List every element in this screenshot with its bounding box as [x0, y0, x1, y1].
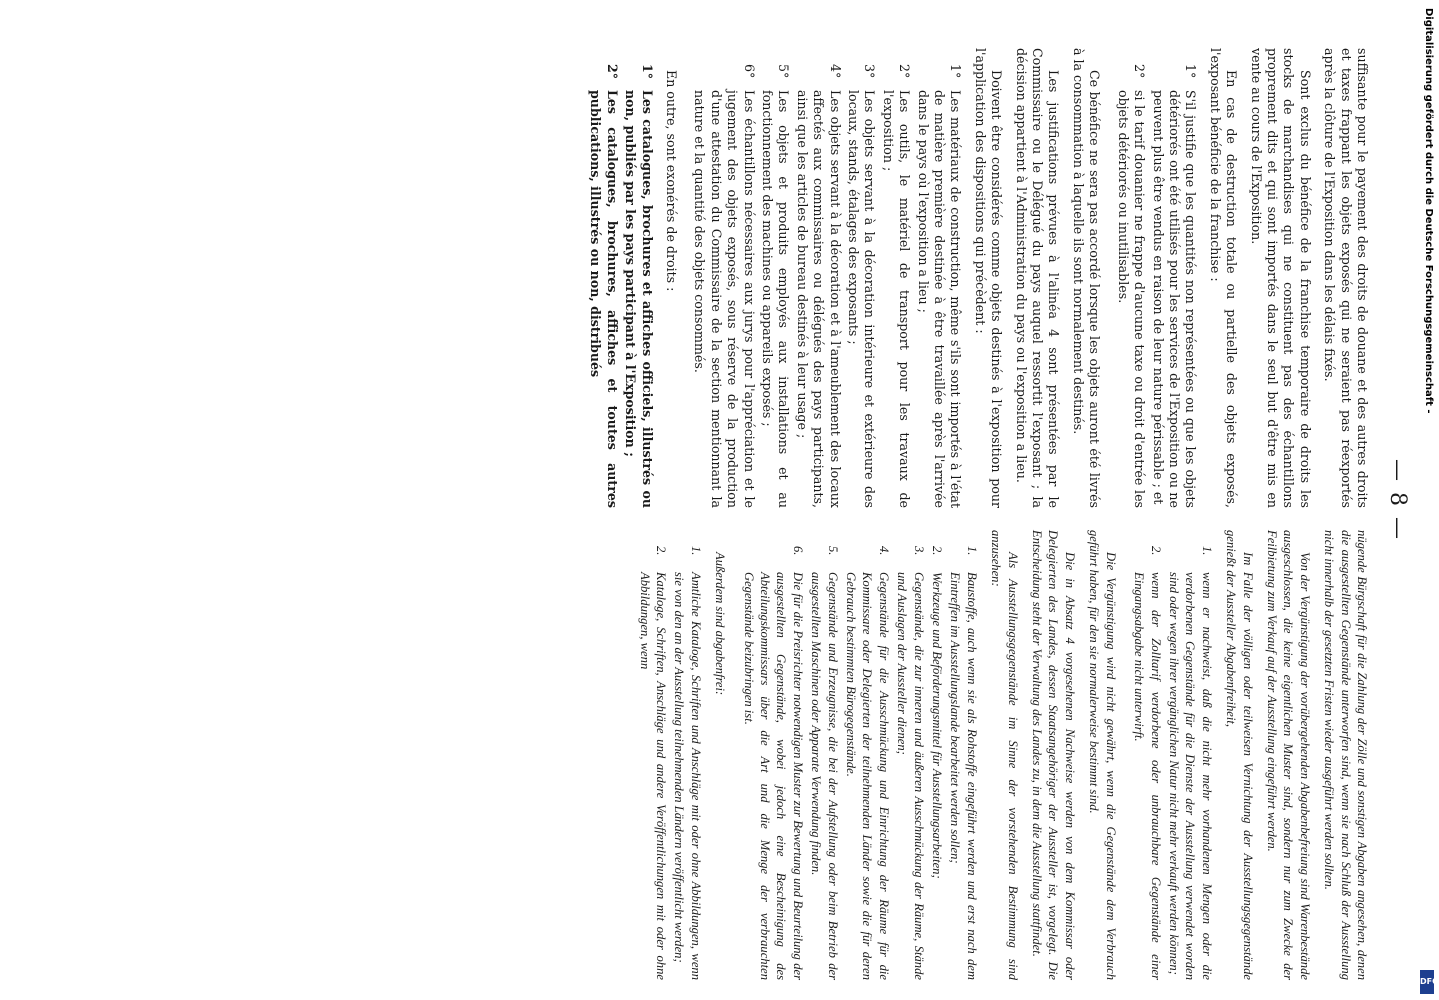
paragraph: nügende Bürgschaft für die Zahlung der Zölle und sonstigen Abgaben angesehen, denen die ausgestellten Gegenstände unterworfen sind, wenn sie nach Schluß der Ausstellung nicht innerhalb der gesetzten Fristen wieder ausgeführt werden sollten. — [1322, 530, 1369, 980]
list-text: Die für die Preisrichter notwendigen Muster zur Bewertung und Beurteilung der ausgestellten Gegenstände, wobei jedoch eine Bescheinigung des Abteilungskommissars über die Art und die Menge der verbrauchten Gegenstände beizubringen ist. — [741, 572, 805, 980]
list-item — [1114, 48, 1147, 508]
list-text: Amtliche Kataloge, Schriften und Anschläge mit oder ohne Abbildungen, wenn sie von den an der Ausstellung teilnehmenden Ländern veröffentlicht werden; — [672, 572, 703, 980]
paragraph: En cas de destruction totale ou partielle des objets exposés, l'exposant bénéficie de la franchise : — [1207, 48, 1240, 508]
list-text: Gegenstände für die Ausschmückung und Einrichtung der Räume für die Kommissare oder Delegierten der teilnehmenden Länder sowie die für deren Gebrauch bestimmten Bürogegenstände. — [844, 572, 891, 980]
list-number: 4. — [876, 546, 891, 556]
list-text: Baustoffe, auch wenn sie als Rohstoffe eingeführt werden und erst nach dem Eintreffen im Ausstellungslande bearbeitet werden sollen; — [948, 572, 979, 980]
list-item — [843, 530, 892, 980]
list-text: Les objets servant à la décoration intérieure et extérieure des locaux, stands, étalages des exposants ; — [846, 90, 878, 508]
french-column — [40, 48, 1370, 508]
list-item — [793, 48, 842, 508]
credit-text: Digitalisierung gefördert durch die Deutsche Forschungsgemeinschaft - — [1423, 8, 1434, 414]
list-text: wenn er nachweist, daß die nicht mehr vorhandenen Mengen oder die verdorbenen Gegenstände für die Dienste der Ausstellung verwendet worden sind oder wegen ihrer vergänglichen Natur nicht mehr verkauft werden können; — [1166, 572, 1214, 980]
list-number: 5° — [776, 64, 792, 79]
list-text: Les catalogues, brochures, affiches et toutes autres publications, illustrés ou non, distribués — [588, 90, 620, 508]
list-number: 2° — [1132, 64, 1148, 79]
paragraph: Von der Vergünstigung der vorübergehenden Abgabenbefreiung sind Warenbestände ausgeschlossen, die keine eigentlichen Muster sind, sondern nur zum Zwecke der Feilbietung zum Verkauf auf der Ausstellung eingeführt werden. — [1264, 530, 1312, 980]
list-item — [894, 530, 927, 980]
paragraph: Sont exclus du bénéfice de la franchise temporaire de droits les stocks de marchandises qui ne constituent pas des échantillons proprement dits et qui sont importés dans le seul but d'être mis en vente au cours de l'Exposition. — [1248, 48, 1313, 508]
list-item — [759, 48, 792, 508]
page-number: — 8 — — [1385, 459, 1410, 541]
list-number: 5. — [825, 546, 840, 556]
list-text: wenn der Zolltarif verdorbene oder unbrauchbare Gegenstände einer Eingangsabgabe nicht unterwirft. — [1132, 572, 1163, 980]
list-item — [879, 48, 912, 508]
list-number: 2° — [897, 64, 913, 79]
list-number: 2. — [653, 546, 668, 556]
list-number: 1. — [964, 546, 979, 556]
paragraph: Doivent être considérés comme objets destinés à l'exposition pour l'application des dispositions qui précèdent : — [972, 48, 1005, 508]
paragraph: Les justifications prévues à l'alinéa 4 sont présentées par le Commissaire ou le Délégué du pays auquel ressortit l'exposant ; la décision appartient à l'Administration du pays ou l'exposition a lieu. — [1013, 48, 1062, 508]
list-item — [808, 530, 841, 980]
list-item — [636, 530, 669, 980]
list-text: Werkzeuge und Beförderungsmittel für Ausstellungsarbeiten; — [930, 572, 945, 879]
list-number: 2. — [930, 546, 945, 556]
list-text: Les objets et produits employés aux installations et au fonctionnement des machines ou appareils exposés ; — [760, 90, 792, 508]
paragraph: Ce bénéfice ne sera pas accordé lorsque les objets auront été livrés à la consommation à laquelle ils sont normalement destinés. — [1070, 48, 1103, 508]
list-text: Les catalogues, brochures et affiches officiels, illustrés ou non, publiés par les pays participant à l'Exposition ; — [623, 90, 655, 508]
list-number: 3° — [862, 64, 878, 79]
list-text: Les matériaux de construction, même s'ils sont importés à l'état de matière première destinée à être travaillée après l'arrivée dans le pays où l'exposition a lieu ; — [915, 90, 964, 508]
list-item — [947, 530, 980, 980]
list-item — [587, 48, 620, 508]
list-number: 6° — [741, 64, 757, 79]
list-item — [740, 530, 806, 980]
digitization-credit — [1420, 0, 1439, 1000]
paragraph: Die Vergünstigung wird nicht gewährt, wenn die Gegenstände dem Verbrauch geführt haben, für den sie normalerweise bestimmt sind. — [1087, 530, 1118, 980]
list-item — [1131, 530, 1164, 980]
list-item — [1149, 48, 1198, 508]
list-text: Les échantillons nécessaires aux jurys pour l'appréciation et le jugement des objets exposés, sous réserve de la production d'une attestation du Commissaire de la section mentionnant la nature et la quantité des objets consommés. — [692, 90, 757, 508]
list-text: Gegenstände und Erzeugnisse, die bei der Aufstellung oder beim Betrieb der ausgestellten Maschinen oder Apparate Verwendung finden. — [809, 572, 840, 980]
list-number: 1° — [948, 64, 964, 79]
dfg-logo: DFG — [1420, 970, 1434, 994]
german-column — [40, 530, 1370, 980]
list-number: 1° — [1183, 64, 1199, 79]
list-number: 1. — [1199, 546, 1214, 556]
list-item — [929, 530, 945, 980]
list-number: 1° — [639, 64, 655, 80]
list-number: 4° — [827, 64, 843, 79]
paragraph: Im Falle der völligen oder teilweisen Vernichtung der Ausstellungsgegenstände genießt der Aussteller Abgabenfreiheit, — [1224, 530, 1255, 980]
paragraph: Die in Absatz 4 vorgesehenen Nachweise werden von dem Kommissar oder Delegierten des Landes, dessen Staatsangehöriger der Aussteller ist, vorgelegt. Die Entscheidung steht der Verwaltung des Landes zu, in dem die Ausstellung stattfindet. — [1030, 530, 1077, 980]
list-item — [622, 48, 655, 508]
list-number: 2. — [1148, 546, 1163, 556]
list-text: Les outils, le matériel de transport pour les travaux de l'exposition ; — [880, 90, 913, 508]
list-text: Kataloge, Schriften, Anschläge und andere Veröffentlichungen mit oder ohne Abbildungen, wenn — [637, 572, 668, 980]
list-item — [914, 48, 963, 508]
list-item — [691, 48, 757, 508]
list-item — [1166, 530, 1215, 980]
paragraph: Als Ausstellungsgegenstände im Sinne der vorstehenden Bestimmung sind anzusehen: — [989, 530, 1020, 980]
list-text: Les objets servant à la décoration et à l'ameublement des locaux affectés aux commissaires ou délégués des pays participants, ainsi que les articles de bureau destinés à leur usage ; — [794, 90, 843, 508]
paragraph: Außerdem sind abgabenfrei: — [713, 552, 728, 696]
list-number: 6. — [790, 546, 805, 556]
list-number: 3. — [911, 546, 926, 556]
list-text: Gegenstände, die zur inneren und äußeren Ausschmückung der Räume, Stände und Auslagen der Aussteller dienen; — [895, 572, 926, 980]
list-number: 1. — [688, 546, 703, 556]
paragraph: En outre, sont exonérés de droits : — [663, 70, 679, 292]
list-number: 2° — [604, 64, 620, 80]
list-text: S'il justifie que les quantités non représentées ou que les objets détériorés ont été utilisés pour les services de l'Exposition ou ne peuvent plus être vendus en raison de leur nature périssable ; et — [1150, 90, 1199, 508]
list-item — [845, 48, 878, 508]
paragraph: suffisante pour le payement des droits de douane et des autres droits et taxes frappant les objets exposés qui ne seraient pas réexportés après la clôture de l'Exposition dans les délais fixés. — [1322, 48, 1370, 508]
list-item — [671, 530, 704, 980]
list-text: si le tarif douanier ne frappe d'aucune taxe ou droit d'entrée les objets détériorés ou inutilisables. — [1115, 90, 1148, 508]
